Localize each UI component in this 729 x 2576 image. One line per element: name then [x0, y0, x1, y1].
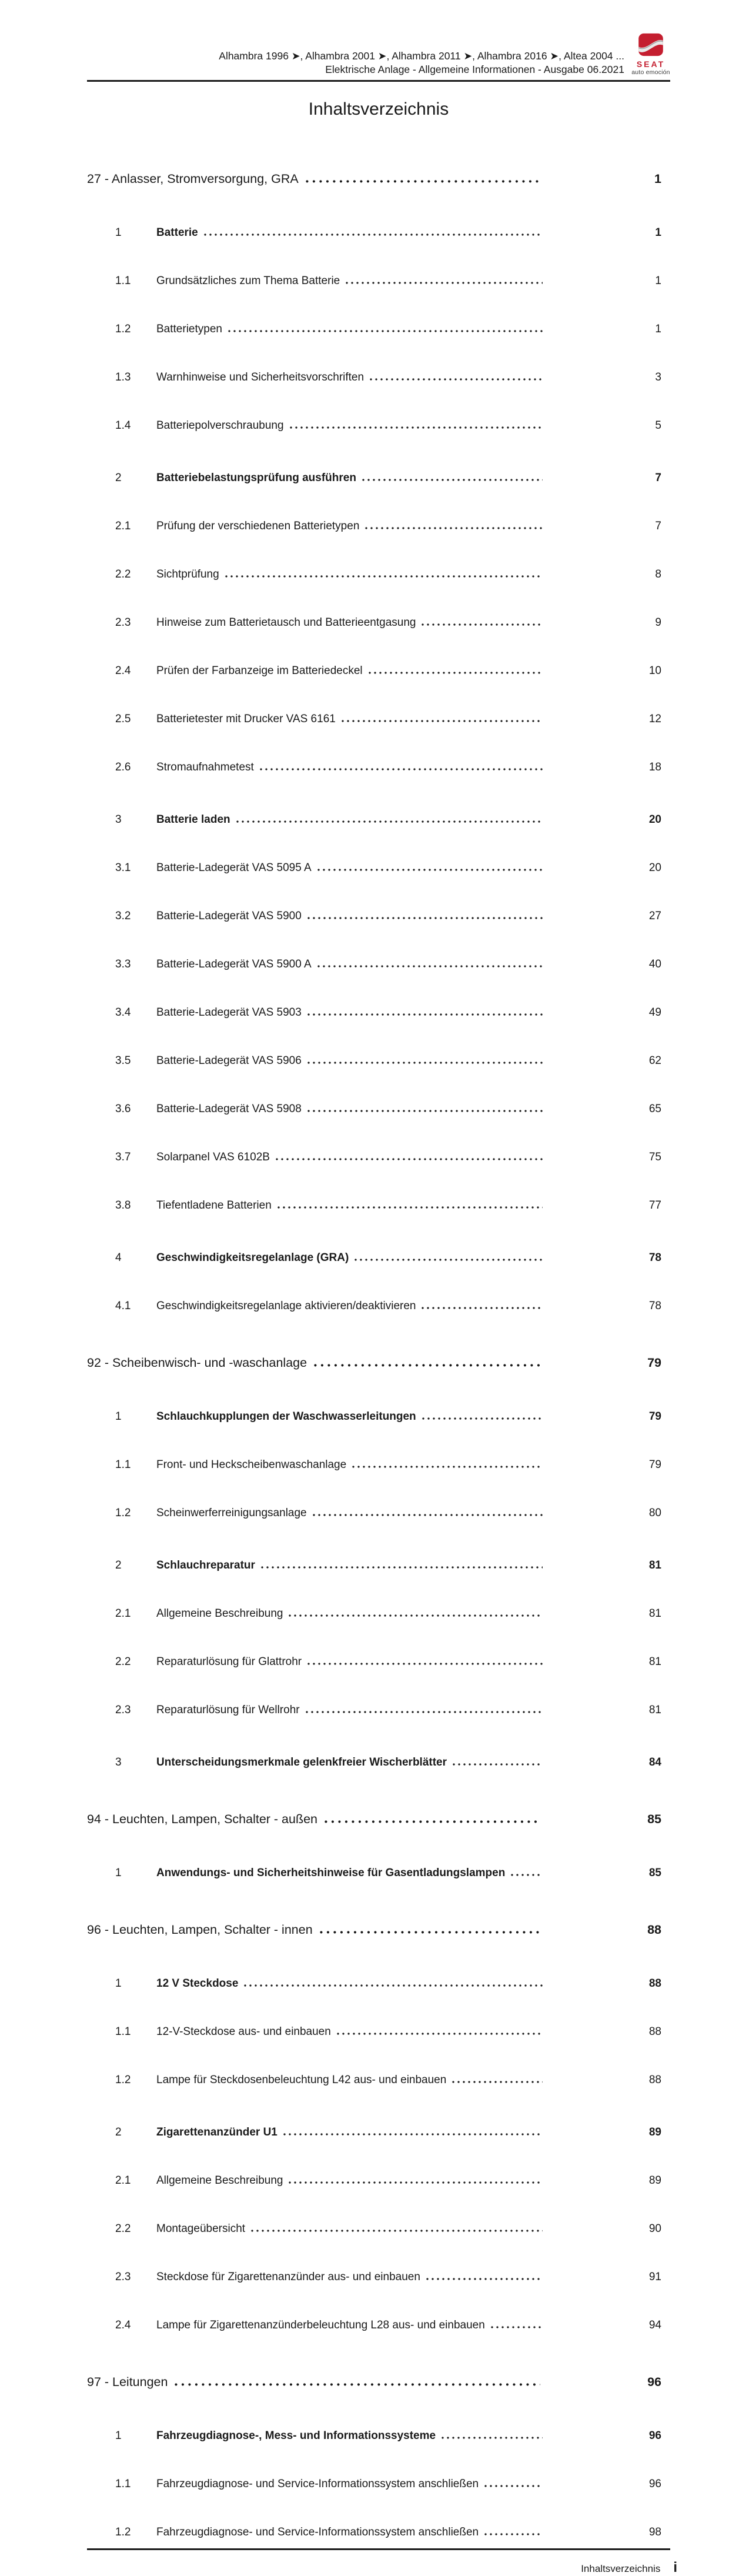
entry-page-number: 94 [648, 2318, 661, 2331]
seat-tagline: auto emoción [631, 69, 670, 76]
entry-page-number: 1 [655, 274, 661, 287]
entry-number: 4.1 [115, 1299, 131, 1312]
entry-title: Zigarettenanzünder U1 [156, 2125, 277, 2138]
toc-entry-row[interactable] [87, 1525, 661, 1573]
toc-entry-row[interactable] [87, 2188, 661, 2237]
chapter-title: 27 - Anlasser, Stromversorgung, GRA [87, 171, 299, 186]
entry-page-number: 12 [648, 712, 661, 725]
dot-leader [307, 1110, 543, 1112]
toc-chapter-row[interactable] [87, 1321, 661, 1372]
entry-page-number: 81 [648, 1559, 661, 1571]
entry-page-number: 9 [655, 616, 661, 629]
dot-leader [426, 2278, 543, 2280]
entry-number: 2.2 [115, 1655, 131, 1668]
entry-title: Stromaufnahmetest [156, 760, 254, 773]
dot-leader [307, 1663, 543, 1665]
footer-rule [87, 2548, 670, 2550]
toc-entry-row[interactable] [87, 1266, 661, 1314]
page-header [87, 33, 670, 82]
dot-leader [422, 623, 543, 626]
entry-page-number: 98 [648, 2525, 661, 2538]
entry-page-number: 20 [648, 861, 661, 874]
toc-entry-row[interactable] [87, 1943, 661, 1991]
dot-leader [453, 1763, 543, 1766]
toc-entry-row[interactable] [87, 1833, 661, 1881]
dot-leader [484, 2485, 543, 2487]
toc-entry-row[interactable] [87, 1217, 661, 1266]
toc-entry-row[interactable] [87, 385, 661, 433]
entry-title: Steckdose für Zigarettenanzünder aus- und einbauen [156, 2270, 420, 2283]
entry-title: Fahrzeugdiagnose- und Service-Informationssystem anschließen [156, 2477, 479, 2490]
entry-page-number: 88 [648, 2073, 661, 2086]
entry-page-number: 84 [648, 1756, 661, 1769]
toc-entry-row[interactable] [87, 1165, 661, 1213]
toc-entry-row[interactable] [87, 2040, 661, 2088]
entry-number: 2.1 [115, 519, 131, 532]
toc-entry-row[interactable] [87, 2395, 661, 2444]
dot-leader [283, 2133, 543, 2135]
entry-title: Batterie-Ladegerät VAS 5903 [156, 1006, 302, 1019]
entry-page-number: 40 [648, 957, 661, 970]
entry-title: Batterietypen [156, 322, 222, 335]
entry-page-number: 3 [655, 371, 661, 383]
dot-leader [260, 768, 543, 770]
entry-title: Allgemeine Beschreibung [156, 1607, 283, 1620]
entry-page-number: 96 [648, 2429, 661, 2442]
dot-leader [251, 2230, 543, 2232]
header-text [87, 49, 631, 76]
entry-page-number: 8 [655, 568, 661, 580]
toc-entry-row[interactable] [87, 2092, 661, 2140]
dot-leader [314, 1364, 540, 1367]
dot-leader [365, 527, 543, 529]
entry-title: Batterie [156, 226, 198, 239]
dot-leader [261, 1566, 543, 1569]
entry-title: Fahrzeugdiagnose-, Mess- und Informationssysteme [156, 2429, 436, 2442]
entry-number: 1.2 [115, 2525, 131, 2538]
dot-leader [290, 426, 543, 429]
entry-number: 2.2 [115, 2222, 131, 2235]
entry-number: 2 [115, 1559, 122, 1571]
entry-page-number: 20 [648, 813, 661, 826]
entry-number: 3.4 [115, 1006, 131, 1019]
entry-number: 2.3 [115, 2270, 131, 2283]
dot-leader [307, 917, 543, 919]
toc-entry-row[interactable] [87, 192, 661, 241]
dot-leader [175, 2383, 540, 2386]
entry-page-number: 49 [648, 1006, 661, 1019]
entry-title: Schlauchreparatur [156, 1559, 255, 1571]
entry-page-number: 91 [648, 2270, 661, 2283]
entry-title: Batterie-Ladegerät VAS 5900 [156, 909, 302, 922]
chapter-page-number: 1 [654, 171, 661, 186]
entry-title: Prüfung der verschiedenen Batterietypen [156, 519, 360, 532]
entry-title: Batteriebelastungsprüfung ausführen [156, 471, 356, 484]
toc [87, 137, 661, 2540]
entry-number: 1.1 [115, 1458, 131, 1471]
entry-page-number: 78 [648, 1299, 661, 1312]
entry-page-number: 5 [655, 419, 661, 432]
entry-page-number: 85 [648, 1866, 661, 1879]
dot-leader [225, 575, 543, 578]
entry-number: 2 [115, 2125, 122, 2138]
entry-page-number: 78 [648, 1251, 661, 1264]
toc-entry-row[interactable] [87, 1424, 661, 1473]
toc-chapter-row[interactable] [87, 1777, 661, 1828]
toc-entry-row[interactable] [87, 924, 661, 972]
dot-leader [484, 2533, 543, 2535]
entry-number: 2.4 [115, 2318, 131, 2331]
entry-number: 2.5 [115, 712, 131, 725]
toc-entry-row[interactable] [87, 1069, 661, 1117]
entry-title: Front- und Heckscheibenwaschanlage [156, 1458, 347, 1471]
entry-number: 2.1 [115, 1607, 131, 1620]
dot-leader [452, 2081, 543, 2083]
toc-entry-row[interactable] [87, 2444, 661, 2492]
entry-number: 2.4 [115, 664, 131, 677]
entry-number: 3.2 [115, 909, 131, 922]
entry-number: 1 [115, 1977, 122, 1990]
dot-leader [325, 1820, 540, 1823]
entry-title: Batterie-Ladegerät VAS 5900 A [156, 957, 312, 970]
entry-title: Geschwindigkeitsregelanlage (GRA) [156, 1251, 349, 1264]
entry-page-number: 10 [648, 664, 661, 677]
toc-entry-row[interactable] [87, 438, 661, 486]
entry-number: 3.3 [115, 957, 131, 970]
entry-title: Lampe für Steckdosenbeleuchtung L42 aus- und einbauen [156, 2073, 447, 2086]
toc-entry-row[interactable] [87, 630, 661, 679]
entry-title: Warnhinweise und Sicherheitsvorschriften [156, 371, 364, 383]
toc-entry-row[interactable] [87, 241, 661, 289]
entry-page-number: 80 [648, 1506, 661, 1519]
entry-title: Hinweise zum Batterietausch und Batterieentgasung [156, 616, 416, 629]
entry-number: 1 [115, 226, 122, 239]
entry-title: Fahrzeugdiagnose- und Service-Informationssystem anschließen [156, 2525, 479, 2538]
dot-leader [317, 869, 543, 871]
entry-page-number: 1 [655, 322, 661, 335]
entry-number: 3.8 [115, 1199, 131, 1212]
dot-leader [204, 233, 543, 236]
entry-number: 2.3 [115, 1703, 131, 1716]
entry-page-number: 90 [648, 2222, 661, 2235]
entry-page-number: 96 [648, 2477, 661, 2490]
dot-leader [346, 282, 543, 284]
entry-title: Batterie-Ladegerät VAS 5095 A [156, 861, 312, 874]
toc-chapter-row[interactable] [87, 1888, 661, 1939]
dot-leader [289, 2181, 543, 2184]
header-models-line: Alhambra 1996 ➤, Alhambra 2001 ➤, Alhambra 2011 ➤, Alhambra 2016 ➤, Altea 2004 ... [219, 49, 624, 62]
entry-title: Anwendungs- und Sicherheitshinweise für Gasentladungslampen [156, 1866, 506, 1879]
toc-chapter-row[interactable] [87, 2340, 661, 2391]
toc-entry-row[interactable] [87, 534, 661, 582]
dot-leader [422, 1417, 543, 1420]
entry-number: 1.2 [115, 322, 131, 335]
entry-title: 12 V Steckdose [156, 1977, 239, 1990]
entry-page-number: 81 [648, 1655, 661, 1668]
toc-entry-row[interactable] [87, 289, 661, 337]
entry-number: 2.6 [115, 760, 131, 773]
toc-entry-row[interactable] [87, 2237, 661, 2285]
entry-title: Batteriepolverschraubung [156, 419, 284, 432]
entry-page-number: 81 [648, 1703, 661, 1716]
dot-leader [306, 1711, 543, 1713]
toc-entry-row[interactable] [87, 1670, 661, 1718]
entry-page-number: 7 [655, 471, 661, 484]
entry-number: 1 [115, 2429, 122, 2442]
dot-leader [511, 1874, 543, 1876]
entry-page-number: 75 [648, 1150, 661, 1163]
entry-number: 3 [115, 813, 122, 826]
seat-emblem-icon [636, 33, 666, 56]
entry-number: 1 [115, 1410, 122, 1423]
footer-label: Inhaltsverzeichnis [581, 2562, 661, 2574]
entry-number: 4 [115, 1251, 122, 1264]
dot-leader [307, 1062, 543, 1064]
entry-number: 3 [115, 1756, 122, 1769]
entry-title: Batterie-Ladegerät VAS 5906 [156, 1054, 302, 1067]
chapter-title: 96 - Leuchten, Lampen, Schalter - innen [87, 1922, 313, 1937]
dot-leader [277, 1206, 543, 1209]
chapter-title: 94 - Leuchten, Lampen, Schalter - außen [87, 1811, 318, 1826]
entry-number: 1.2 [115, 1506, 131, 1519]
toc-entry-row[interactable] [87, 1117, 661, 1165]
page-footer [87, 2559, 677, 2576]
toc-entry-row[interactable] [87, 2492, 661, 2540]
dot-leader [370, 378, 543, 381]
entry-page-number: 88 [648, 1977, 661, 1990]
entry-page-number: 27 [648, 909, 661, 922]
dot-leader [352, 1466, 543, 1468]
toc-entry-row[interactable] [87, 2140, 661, 2188]
entry-number: 3.7 [115, 1150, 131, 1163]
dot-leader [236, 820, 543, 823]
entry-number: 2 [115, 471, 122, 484]
dot-leader [337, 2033, 543, 2035]
entry-title: Batterie-Ladegerät VAS 5908 [156, 1102, 302, 1115]
dot-leader [289, 1614, 543, 1617]
chapter-page-number: 85 [647, 1811, 661, 1826]
entry-number: 2.3 [115, 616, 131, 629]
entry-number: 1.4 [115, 419, 131, 432]
entry-number: 3.6 [115, 1102, 131, 1115]
entry-number: 3.5 [115, 1054, 131, 1067]
entry-title: 12-V-Steckdose aus- und einbauen [156, 2025, 331, 2038]
entry-page-number: 65 [648, 1102, 661, 1115]
toc-entry-row[interactable] [87, 1991, 661, 2040]
dot-leader [228, 330, 543, 332]
entry-number: 1.1 [115, 2477, 131, 2490]
entry-title: Reparaturlösung für Glattrohr [156, 1655, 302, 1668]
entry-title: Solarpanel VAS 6102B [156, 1150, 270, 1163]
entry-number: 2.1 [115, 2174, 131, 2187]
entry-title: Scheinwerferreinigungsanlage [156, 1506, 307, 1519]
entry-number: 2.2 [115, 568, 131, 580]
dot-leader [306, 180, 540, 183]
toc-entry-row[interactable] [87, 1722, 661, 1770]
entry-title: Grundsätzliches zum Thema Batterie [156, 274, 340, 287]
entry-page-number: 79 [648, 1458, 661, 1471]
chapter-title: 92 - Scheibenwisch- und -waschanlage [87, 1355, 307, 1370]
entry-title: Sichtprüfung [156, 568, 219, 580]
entry-page-number: 18 [648, 760, 661, 773]
footer-page-marker: i [673, 2559, 677, 2575]
entry-page-number: 7 [655, 519, 661, 532]
dot-leader [355, 1259, 543, 1261]
entry-title: Unterscheidungsmerkmale gelenkfreier Wischerblätter [156, 1756, 447, 1769]
toc-entry-row[interactable] [87, 1376, 661, 1424]
entry-page-number: 89 [648, 2125, 661, 2138]
entry-title: Reparaturlösung für Wellrohr [156, 1703, 300, 1716]
chapter-page-number: 79 [647, 1355, 661, 1370]
entry-page-number: 62 [648, 1054, 661, 1067]
dot-leader [422, 1307, 543, 1309]
entry-number: 3.1 [115, 861, 131, 874]
dot-leader [342, 720, 543, 722]
toc-entry-row[interactable] [87, 1473, 661, 1521]
entry-title: Allgemeine Beschreibung [156, 2174, 283, 2187]
entry-number: 1 [115, 1866, 122, 1879]
entry-page-number: 88 [648, 2025, 661, 2038]
entry-title: Lampe für Zigarettenanzünderbeleuchtung L28 aus- und einbauen [156, 2318, 485, 2331]
seat-wordmark: SEAT [636, 59, 666, 69]
toc-entry-row[interactable] [87, 972, 661, 1020]
entry-page-number: 1 [655, 226, 661, 239]
dot-leader [491, 2326, 543, 2328]
dot-leader [244, 1984, 543, 1987]
entry-title: Prüfen der Farbanzeige im Batteriedeckel [156, 664, 363, 677]
entry-title: Schlauchkupplungen der Waschwasserleitungen [156, 1410, 416, 1423]
entry-title: Tiefentladene Batterien [156, 1199, 272, 1212]
toc-entry-row[interactable] [87, 1573, 661, 1621]
entry-page-number: 81 [648, 1607, 661, 1620]
chapter-page-number: 88 [647, 1922, 661, 1937]
entry-title: Geschwindigkeitsregelanlage aktivieren/deaktivieren [156, 1299, 416, 1312]
toc-entry-row[interactable] [87, 779, 661, 827]
seat-logo [631, 33, 670, 76]
toc-entry-row[interactable] [87, 582, 661, 630]
toc-entry-row[interactable] [87, 486, 661, 534]
toc-entry-row[interactable] [87, 827, 661, 876]
dot-leader [320, 1931, 540, 1934]
dot-leader [317, 965, 543, 967]
dot-leader [362, 479, 543, 481]
manual-toc-page [87, 0, 677, 2576]
entry-page-number: 77 [648, 1199, 661, 1212]
chapter-page-number: 96 [647, 2374, 661, 2389]
dot-leader [313, 1514, 543, 1516]
entry-number: 1.1 [115, 274, 131, 287]
dot-leader [307, 1013, 543, 1016]
entry-number: 1.1 [115, 2025, 131, 2038]
entry-title: Montageübersicht [156, 2222, 246, 2235]
header-subtitle-line: Elektrische Anlage - Allgemeine Informationen - Ausgabe 06.2021 [325, 63, 624, 75]
dot-leader [276, 1158, 543, 1160]
toc-entry-row[interactable] [87, 1621, 661, 1670]
toc-entry-row[interactable] [87, 679, 661, 727]
toc-entry-row[interactable] [87, 337, 661, 385]
chapter-title: 97 - Leitungen [87, 2374, 168, 2389]
page-title: Inhaltsverzeichnis [308, 99, 449, 119]
entry-number: 1.3 [115, 371, 131, 383]
entry-number: 1.2 [115, 2073, 131, 2086]
dot-leader [442, 2437, 543, 2439]
toc-chapter-row[interactable] [87, 137, 661, 188]
toc-entry-row[interactable] [87, 727, 661, 775]
toc-entry-row[interactable] [87, 876, 661, 924]
entry-page-number: 89 [648, 2174, 661, 2187]
entry-title: Batterietester mit Drucker VAS 6161 [156, 712, 336, 725]
toc-entry-row[interactable] [87, 1020, 661, 1069]
dot-leader [369, 672, 543, 674]
entry-page-number: 79 [648, 1410, 661, 1423]
entry-title: Batterie laden [156, 813, 230, 826]
toc-entry-row[interactable] [87, 2285, 661, 2333]
